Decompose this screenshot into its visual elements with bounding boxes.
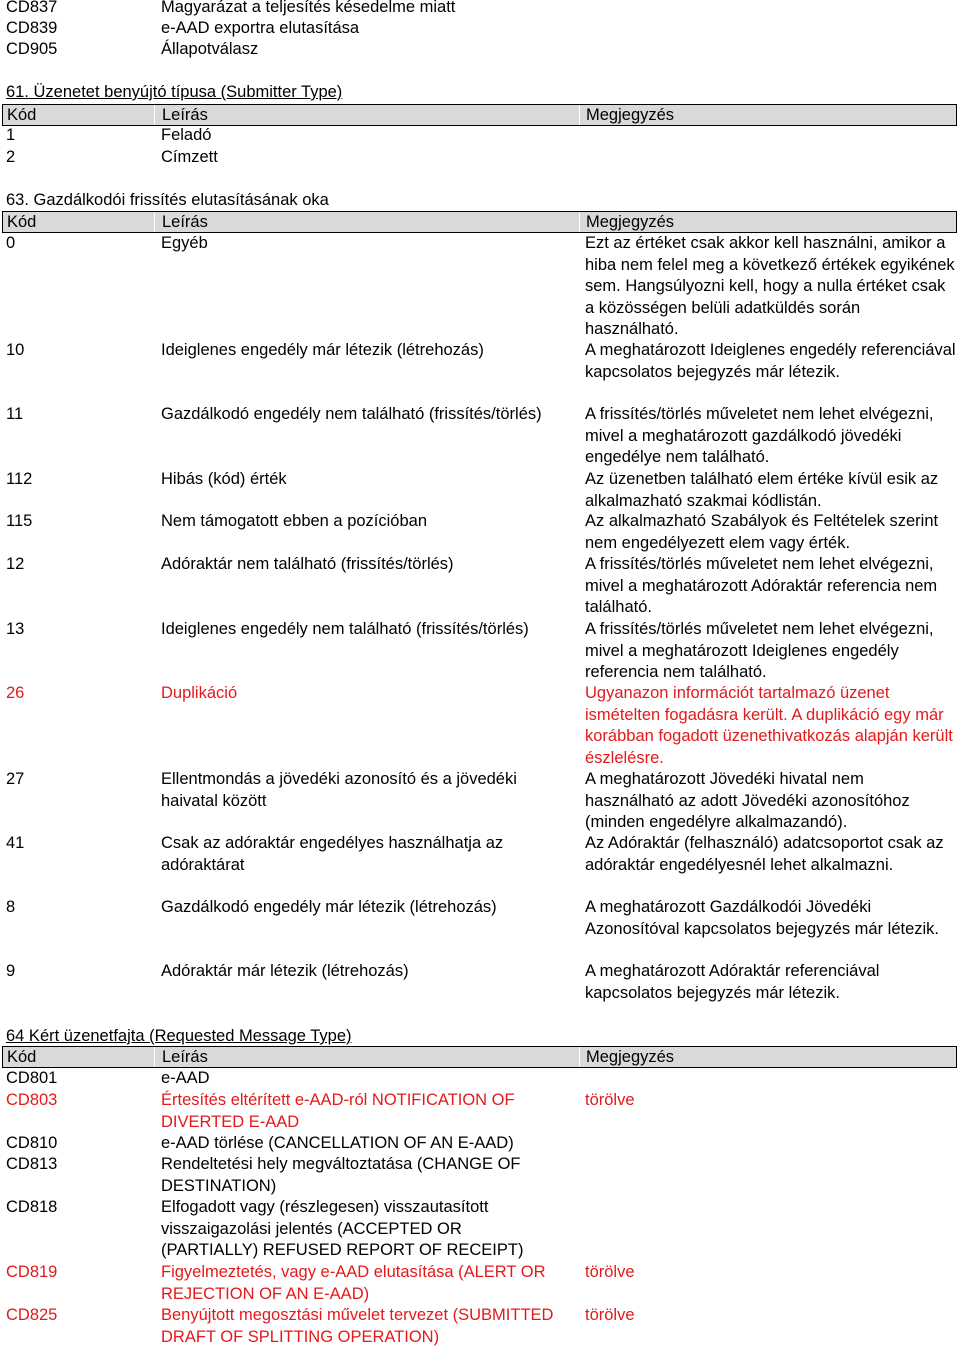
- description-cell: Benyújtott megosztási művelet tervezet (SUBMITTED DRAFT OF SPLITTING OPERATION): [161, 1306, 554, 1346]
- code-cell: CD837: [6, 0, 58, 16]
- code-cell: CD801: [6, 1069, 58, 1087]
- code-cell: CD803: [6, 1091, 58, 1109]
- description-cell: Értesítés eltérített e-AAD-ról NOTIFICATION OF DIVERTED E-AAD: [161, 1091, 515, 1131]
- description-cell: e-AAD törlése (CANCELLATION OF AN E-AAD): [161, 1134, 514, 1152]
- description-cell: Egyéb: [161, 234, 208, 252]
- description-cell: Hibás (kód) érték: [161, 470, 287, 488]
- code-cell: 115: [6, 512, 33, 530]
- note-cell: Ugyanazon információt tartalmazó üzenet ismételten fogadásra került. A duplikáció egy már korábban fogadott üzenethivatkozás alapján került észlelésre.: [585, 684, 953, 767]
- code-cell: 41: [6, 834, 25, 852]
- note-cell: Az Adóraktár (felhasználó) adatcsoportot csak az adóraktár engedélyesnél lehet alkalmazni.: [585, 834, 944, 874]
- description-cell: e-AAD: [161, 1069, 210, 1087]
- header-code: Kód: [7, 213, 37, 231]
- code-cell: 26: [6, 684, 25, 702]
- note-cell: A meghatározott Gazdálkodói Jövedéki Azonosítóval kapcsolatos bejegyzés már létezik.: [585, 898, 940, 938]
- description-cell: Elfogadott vagy (részlegesen) visszautasított visszaigazolási jelentés (ACCEPTED OR (PARTIALLY) REFUSED REPORT OF RECEIPT): [161, 1198, 524, 1259]
- description-cell: Adóraktár már létezik (létrehozás): [161, 962, 409, 980]
- code-cell: 27: [6, 770, 25, 788]
- description-cell: Figyelmeztetés, vagy e-AAD elutasítása (ALERT OR REJECTION OF AN E-AAD): [161, 1263, 546, 1303]
- note-cell: törölve: [585, 1091, 635, 1109]
- header-note: Megjegyzés: [586, 106, 675, 124]
- note-cell: A frissítés/törlés műveletet nem lehet elvégezni, mivel a meghatározott gazdálkodó jövedéki engedélye nem található.: [585, 405, 934, 466]
- description-cell: Gazdálkodó engedély már létezik (létrehozás): [161, 898, 497, 916]
- description-cell: Címzett: [161, 148, 218, 166]
- header-note: Megjegyzés: [586, 1048, 675, 1066]
- header-divider: [154, 1047, 155, 1067]
- note-cell: Ezt az értéket csak akkor kell használni, amikor a hiba nem felel meg a következő értékek egyikének sem. Hangsúlyozni kell, hogy a nulla értéket csak a közösségen belüli adatküldés során használható.: [585, 234, 955, 338]
- header-description: Leírás: [162, 106, 208, 124]
- code-cell: CD819: [6, 1263, 58, 1281]
- note-cell: A meghatározott Ideiglenes engedély referenciával kapcsolatos bejegyzés már létezik.: [585, 341, 956, 381]
- note-cell: A frissítés/törlés műveletet nem lehet elvégezni, mivel a meghatározott Adóraktár referencia nem található.: [585, 555, 938, 616]
- table-header: [2, 211, 957, 233]
- header-description: Leírás: [162, 213, 208, 231]
- note-cell: Az alkalmazható Szabályok és Feltételek szerint nem engedélyezett elem vagy érték.: [585, 512, 939, 552]
- code-cell: 112: [6, 470, 33, 488]
- header-code: Kód: [7, 106, 37, 124]
- note-cell: A meghatározott Adóraktár referenciával kapcsolatos bejegyzés már létezik.: [585, 962, 880, 1002]
- header-divider: [579, 105, 580, 125]
- section-title-64: 64 Kért üzenetfajta (Requested Message Type): [6, 1027, 352, 1045]
- code-cell: 0: [6, 234, 16, 252]
- description-cell: Feladó: [161, 126, 212, 144]
- description-cell: Rendeltetési hely megváltoztatása (CHANGE OF DESTINATION): [161, 1155, 521, 1195]
- description-cell: Ideiglenes engedély már létezik (létrehozás): [161, 341, 484, 359]
- header-code: Kód: [7, 1048, 37, 1066]
- description-cell: Duplikáció: [161, 684, 238, 702]
- code-cell: 12: [6, 555, 25, 573]
- header-divider: [579, 1047, 580, 1067]
- header-description: Leírás: [162, 1048, 208, 1066]
- code-cell: 11: [6, 405, 24, 423]
- description-cell: Adóraktár nem található (frissítés/törlés): [161, 555, 454, 573]
- note-cell: A meghatározott Jövedéki hivatal nem használható az adott Jövedéki azonosítóhoz (minden engedélyre alkalmazandó).: [585, 770, 910, 831]
- note-cell: Az üzenetben található elem értéke kívül esik az alkalmazható szakmai kódlistán.: [585, 470, 939, 510]
- section-title-63: 63. Gazdálkodói frissítés elutasításának oka: [6, 191, 329, 209]
- code-cell: CD813: [6, 1155, 58, 1173]
- description-cell: Állapotválasz: [161, 40, 259, 58]
- table-header: [2, 104, 957, 126]
- code-cell: CD825: [6, 1306, 58, 1324]
- header-note: Megjegyzés: [586, 213, 675, 231]
- description-cell: Nem támogatott ebben a pozícióban: [161, 512, 428, 530]
- header-divider: [154, 212, 155, 232]
- note-cell: törölve: [585, 1263, 635, 1281]
- code-cell: 9: [6, 962, 16, 980]
- code-cell: CD905: [6, 40, 58, 58]
- note-cell: A frissítés/törlés műveletet nem lehet elvégezni, mivel a meghatározott Ideiglenes engedély referencia nem található.: [585, 620, 934, 681]
- note-cell: törölve: [585, 1306, 635, 1324]
- code-cell: CD839: [6, 19, 58, 37]
- code-cell: 1: [6, 126, 16, 144]
- header-divider: [154, 105, 155, 125]
- description-cell: Ellentmondás a jövedéki azonosító és a jövedéki haivatal között: [161, 770, 517, 810]
- description-cell: Magyarázat a teljesítés késedelme miatt: [161, 0, 456, 16]
- code-cell: 2: [6, 148, 16, 166]
- code-cell: 13: [6, 620, 25, 638]
- section-title-61: 61. Üzenetet benyújtó típusa (Submitter Type): [6, 83, 343, 101]
- table-header: [2, 1046, 957, 1068]
- description-cell: Ideiglenes engedély nem található (frissítés/törlés): [161, 620, 529, 638]
- description-cell: Csak az adóraktár engedélyes használhatja az adóraktárat: [161, 834, 504, 874]
- code-cell: CD810: [6, 1134, 58, 1152]
- code-cell: 10: [6, 341, 25, 359]
- description-cell: Gazdálkodó engedély nem található (frissítés/törlés): [161, 405, 542, 423]
- code-cell: 8: [6, 898, 16, 916]
- header-divider: [579, 212, 580, 232]
- description-cell: e-AAD exportra elutasítása: [161, 19, 360, 37]
- code-cell: CD818: [6, 1198, 58, 1216]
